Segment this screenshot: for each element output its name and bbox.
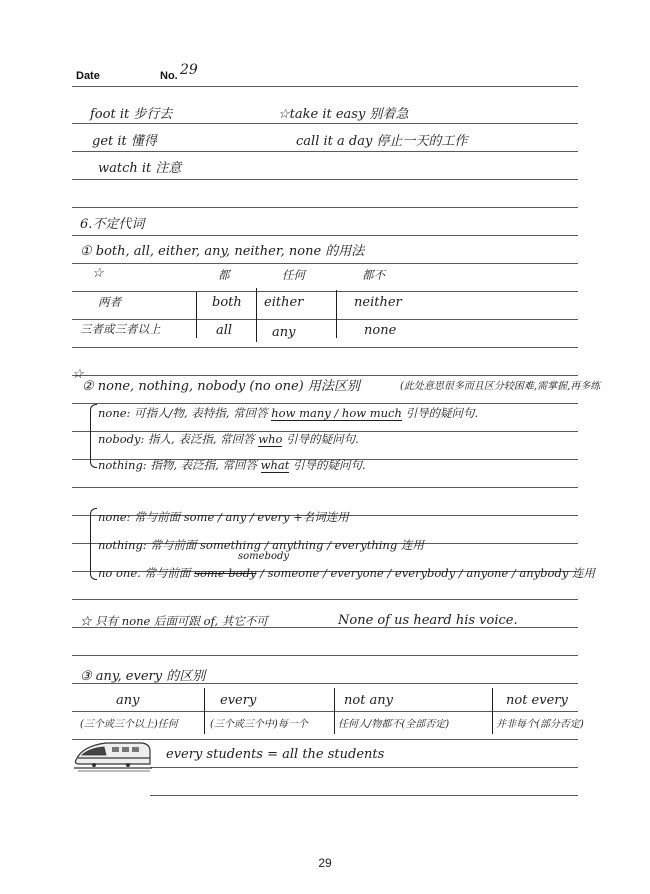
idiom-foot-it: foot it 步行去 — [90, 107, 173, 122]
ruled-line — [72, 235, 578, 236]
compare-head: any — [116, 693, 140, 708]
point-2-note: (此处意思很多而且区分较困难,需掌握,再多练 — [400, 381, 601, 392]
idiom-call-it-a-day: call it a day 停止一天的工作 — [296, 134, 468, 149]
table1-header: 任何 — [282, 268, 305, 282]
idiom-watch-it: watch it 注意 — [98, 161, 182, 176]
compare-divider — [334, 688, 335, 734]
usage-correction: somebody — [238, 551, 290, 562]
point-1-title: ① both, all, either, any, neither, none 的用法 — [80, 244, 365, 259]
compare-desc: (三个或三个以上)任何 — [80, 719, 178, 730]
compare-divider — [492, 688, 493, 734]
compare-head: not every — [506, 693, 568, 708]
usage-line-nothing: nothing: 常与前面 something / anything / everything 连用 — [98, 538, 424, 552]
idiom-get-it: get it 懂得 — [92, 134, 157, 149]
table1-divider — [256, 288, 257, 342]
ruled-line — [150, 795, 578, 796]
compare-example: every students = all the students — [166, 747, 385, 762]
table1-cell: any — [272, 325, 296, 340]
brace — [90, 404, 97, 468]
page-number: 29 — [318, 856, 332, 870]
rule-line-nobody: nobody: 指人, 表泛指, 常回答 who 引导的疑问句. — [98, 432, 359, 446]
ruled-line — [72, 123, 578, 124]
table1-cell: both — [212, 295, 242, 310]
note-text: ☆ 只有 none 后面可跟 of, 其它不可 — [80, 614, 268, 628]
ruled-line — [72, 375, 578, 376]
compare-head: every — [220, 693, 257, 708]
ruled-line — [72, 655, 578, 656]
table1-divider — [196, 292, 197, 338]
point-2-title: ② none, nothing, nobody (no one) 用法区别 — [82, 379, 360, 394]
ruled-line — [72, 151, 578, 152]
page-no-value: 29 — [180, 62, 198, 78]
table1-divider — [336, 290, 337, 338]
ruled-line — [72, 291, 578, 292]
compare-divider — [204, 688, 205, 734]
ruled-line — [72, 319, 578, 320]
ruled-line — [72, 599, 578, 600]
table1-row-label: 三者或三者以上 — [80, 322, 161, 336]
brace — [90, 508, 97, 580]
ruled-line — [72, 487, 578, 488]
table1-cell: all — [216, 323, 233, 338]
usage-line-no-one: no one. 常与前面 some body / someone / everyone / everybody / anyone / anybody 连用 — [98, 566, 595, 580]
ruled-line — [72, 347, 578, 348]
compare-desc: (三个或三个中)每一个 — [210, 719, 308, 730]
table1-cell: neither — [354, 295, 402, 310]
rule-line-none: none: 可指人/物, 表特指, 常回答 how many / how much 引导的疑问句. — [98, 406, 479, 420]
star-icon: ☆ — [72, 367, 84, 382]
compare-desc: 任何人/物都不(全部否定) — [338, 719, 450, 730]
ruled-line — [72, 711, 578, 712]
ruled-line — [72, 179, 578, 180]
section-title: 6.不定代词 — [80, 217, 145, 232]
note-example: None of us heard his voice. — [338, 613, 518, 628]
usage-line-none: none: 常与前面 some / any / every +名词连用 — [98, 510, 349, 524]
table1-cell: none — [364, 323, 397, 338]
table1-header: 都不 — [362, 268, 385, 282]
table1-row-label: 两者 — [98, 295, 121, 309]
compare-desc: 并非每个(部分否定) — [496, 719, 584, 730]
idiom-take-it-easy: ☆take it easy 别着急 — [278, 107, 409, 122]
star-icon: ☆ — [92, 266, 104, 281]
ruled-line — [72, 403, 578, 404]
ruled-line — [72, 86, 578, 87]
ruled-line — [150, 767, 578, 768]
table1-header: 都 — [218, 268, 230, 282]
point-3-title: ③ any, every 的区别 — [80, 669, 206, 684]
compare-head: not any — [344, 693, 394, 708]
page-no-label: No. — [160, 70, 178, 82]
rule-line-nothing: nothing: 指物, 表泛指, 常回答 what 引导的疑问句. — [98, 458, 366, 472]
ruled-line — [72, 207, 578, 208]
ruled-line — [72, 263, 578, 264]
date-label: Date — [76, 70, 100, 82]
table1-cell: either — [264, 295, 304, 310]
train-icon — [72, 738, 154, 774]
